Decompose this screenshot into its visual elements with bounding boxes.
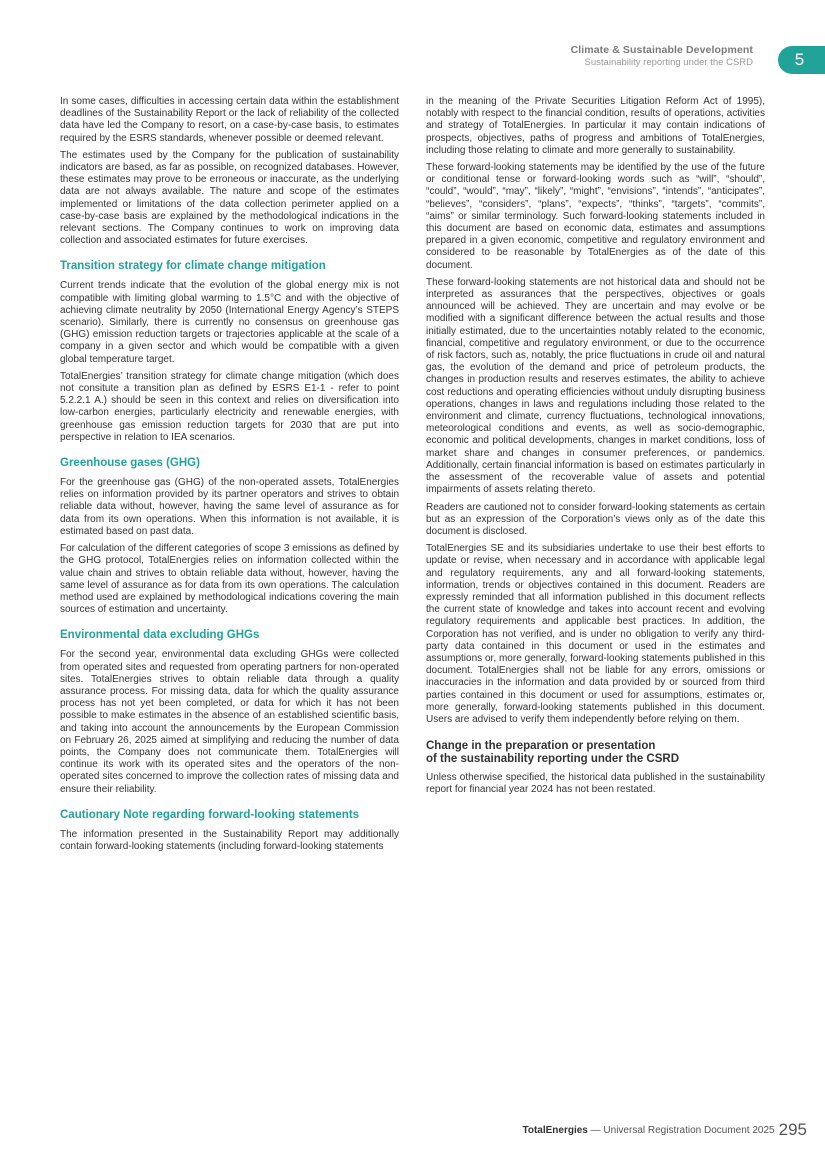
heading-cautionary-note: Cautionary Note regarding forward-looking statements — [60, 808, 360, 821]
paragraph: The estimates used by the Company for the publication of sustainability indicators are based, as far as possible, on recognized databases. However, these estimates may prove to be erroneous or inaccurate, as the underlying data are not always available. The nature and scope of the estimates implemented or limitations of the data collection perimeter applied on a case-by-case basis are explained by the methodological indications in the relevant sections. The Company continues to work on improving data collection and associated estimates for future exercises. — [60, 149, 399, 247]
paragraph: Unless otherwise specified, the historical data published in the sustainability report for financial year 2024 has not been restated. — [426, 772, 765, 796]
chapter-tab: 5 — [778, 46, 825, 74]
heading-greenhouse-gases: Greenhouse gases (GHG) — [60, 457, 200, 470]
paragraph: For calculation of the different categories of scope 3 emissions as defined by the GHG protocol, TotalEnergies relies on information collected within the value chain and strives to obtain reliable data without, however, having the same level of assurance as for data from its own operations. The calculation method used are explained by methodological indications covering the main sources of estimation and uncertainty. — [60, 543, 399, 616]
paragraph: These forward-looking statements are not historical data and should not be interpreted as assurances that the perspectives, objectives or goals announced will be achieved. They are uncertain and may evolve or be modified with a significant difference between the actual results and those initially estimated, due to the uncertainties notably related to the economic, financial, competitive and regulatory environment, or due to the occurrence of risk factors, such as, notably, the price fluctuations in crude oil and natural gas, the evolution of the demand and price of petroleum products, the changes in production results and reserves estimates, the ability to achieve cost reductions and operating efficiencies without unduly disrupting business operations, changes in laws and regulations including those related to the environment and climate, currency fluctuations, technological innovations, meteorological conditions and events, as well as socio-demographic, economic and political developments, changes in market conditions, loss of market share and changes in consumer preferences, or pandemics. Additionally, certain financial information is based on estimates particularly in the assessment of the recoverable value of assets and potential impairments of assets relating thereto. — [426, 276, 765, 496]
footer-document-title: — Universal Registration Document 2025 — [587, 1125, 775, 1136]
footer-brand: TotalEnergies — [522, 1125, 588, 1136]
heading-line-1: Change in the preparation or presentation — [426, 740, 656, 753]
running-header — [571, 44, 753, 69]
heading-line-2: of the sustainability reporting under the CSRD — [426, 753, 680, 766]
section-title: Climate & Sustainable Development — [570, 44, 753, 56]
heading-change-in-preparation — [426, 740, 765, 766]
right-column — [426, 96, 765, 802]
paragraph: TotalEnergies SE and its subsidiaries undertake to use their best efforts to update or revise, when necessary and in accordance with applicable legal and regulatory requirements, any and all forward-looking statements, information, trends or objectives contained in this document. Readers are expressly reminded that all information published in this document reflects the current state of knowledge and takes into account recent and evolving regulatory requirements and applicable best practices. In addition, the Corporation has not verified, and is under no obligation to verify any third-party data contained in this document or used in the estimates and assumptions or, more generally, forward-looking statements published in this document. TotalEnergies shall not be liable for any errors, omissions or inaccuracies in the information and data provided by or sourced from third parties contained in this document or used for assumptions, estimates or, more generally, forward-looking statements published in this document. Users are advised to verify them independently before relying on them. — [426, 543, 765, 725]
paragraph: in the meaning of the Private Securities Litigation Reform Act of 1995), notably with respect to the financial condition, results of operations, activities and strategy of TotalEnergies. In particular it may contain indications of prospects, objectives, paths of progress and ambitions of TotalEnergies, including those relating to climate and more generally to sustainability. — [426, 96, 765, 156]
section-subtitle: Sustainability reporting under the CSRD — [584, 57, 753, 68]
paragraph: In some cases, difficulties in accessing certain data within the establishment deadlines of the Sustainability Report or the lack of reliability of the collected data have led the Company to resort, on a case-by-case basis, to estimates required by the ESRS standards, whenever possible or deemed relevant. — [60, 96, 399, 144]
paragraph: Readers are cautioned not to consider forward-looking statements as certain but as an expression of the Corporation’s views only as of the date this document is disclosed. — [426, 501, 765, 537]
heading-transition-strategy: Transition strategy for climate change mitigation — [60, 260, 326, 273]
left-column — [60, 96, 399, 858]
paragraph: TotalEnergies’ transition strategy for climate change mitigation (which does not consitute a transition plan as defined by ESRS E1-1 - refer to point 5.2.2.1 A.) should be seen in this context and relies on diversification into low-carbon energies, particularly electricity and renewable energies, with greenhouse gas emission reduction targets for 2030 that are put into perspective in relation to IEA scenarios. — [60, 370, 399, 443]
paragraph: For the greenhouse gas (GHG) of the non-operated assets, TotalEnergies relies on information provided by its partner operators and strives to obtain reliable data without, however, having the same level of assurance as for data from its own operations. When this information is not available, it is estimated based on past data. — [60, 477, 399, 537]
paragraph: Current trends indicate that the evolution of the global energy mix is not compatible with limiting global warming to 1.5°C and with the objective of achieving climate neutrality by 2050 (International Energy Agency’s STEPS scenario). Similarly, there is currently no consensus on greenhouse gas (GHG) emission reduction targets or trajectories applicable at the scale of a company in a given sector and which would be compatible with a given global temperature target. — [60, 280, 399, 365]
paragraph: The information presented in the Sustainability Report may additionally contain forward-looking statements (including forward-looking statements — [60, 828, 399, 852]
page-number: 295 — [778, 1120, 807, 1139]
heading-environmental-data: Environmental data excluding GHGs — [60, 629, 260, 642]
paragraph: For the second year, environmental data excluding GHGs were collected from operated sites and requested from operating partners for non-operated sites. TotalEnergies strives to obtain reliable data through a quality assurance process. For missing data, data for which the quality assurance process has not yet been completed, or data for which it has not been possible to make estimates in the absence of an established scientific basis, and taking into account the announcements by the European Commission on February 26, 2025 aimed at simplifying and reducing the number of data points, the Company does not communicate them. TotalEnergies will continue its work with its operated sites and the operators of the non-operated sites concerned to improve the collection rates of missing data and ensure their reliability. — [60, 649, 399, 795]
page-footer — [522, 1120, 807, 1140]
paragraph: These forward-looking statements may be identified by the use of the future or conditional tense or forward-looking words such as “will”, “should”, “could”, “would”, “may”, “likely”, “might”, “envisions”, “intends”, “anticipates”, “believes”, “considers”, “plans”, “expects”, “thinks”, “targets”, “commits”, “aims” or similar terminology. Such forward-looking statements included in this document are based on economic data, estimates and assumptions prepared in a given economic, competitive and regulatory environment and considered to be reasonable by TotalEnergies as of the date of this document. — [426, 162, 765, 271]
